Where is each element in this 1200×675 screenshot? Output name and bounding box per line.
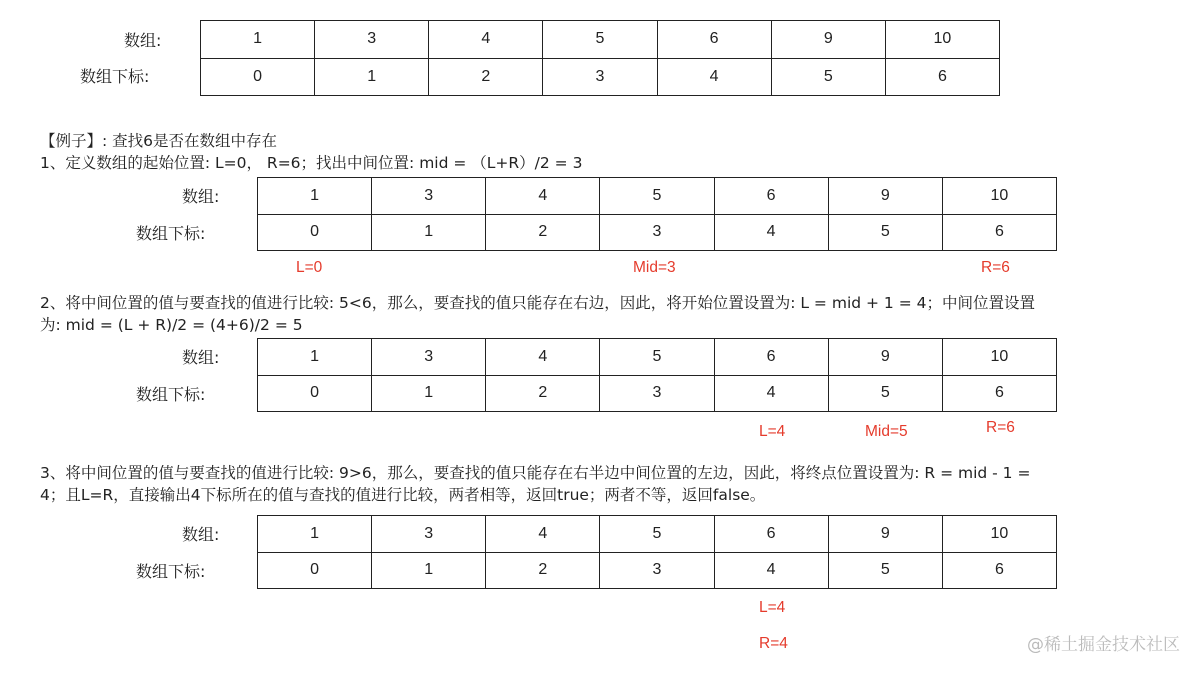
index-cell: 6 [885, 58, 999, 96]
right-marker: R=4 [759, 635, 788, 652]
value-cell: 10 [885, 21, 999, 59]
index-row [258, 552, 1057, 589]
index-cell: 1 [372, 214, 486, 251]
value-cell: 5 [600, 178, 714, 215]
value-cell: 5 [600, 516, 714, 553]
array-table-step2 [257, 338, 1057, 412]
array-table-step3 [257, 515, 1057, 589]
value-row [258, 516, 1057, 553]
step3-text-line1: 3、将中间位置的值与要查找的值进行比较: 9>6，那么，要查找的值只能存在右半边中间位置的左边，因此，将终点位置设置为: R = mid - 1 = [40, 464, 1031, 482]
left-marker: L=4 [759, 423, 786, 440]
value-row [258, 178, 1057, 215]
value-cell: 10 [942, 178, 1056, 215]
index-cell: 0 [258, 552, 372, 589]
index-cell: 5 [771, 58, 885, 96]
value-cell: 1 [258, 339, 372, 376]
step3-text-line2: 4；且L=R，直接输出4下标所在的值与查找的值进行比较，两者相等，返回true；两者不等，返回false。 [40, 486, 766, 504]
index-cell: 4 [714, 375, 828, 412]
value-cell: 3 [372, 516, 486, 553]
index-cell: 5 [828, 375, 942, 412]
index-cell: 6 [942, 552, 1056, 589]
index-cell: 0 [258, 214, 372, 251]
value-cell: 1 [201, 21, 315, 59]
index-label: 数组下标: [136, 224, 206, 243]
right-marker: R=6 [981, 259, 1010, 276]
mid-marker: Mid=5 [865, 423, 908, 440]
array-label: 数组: [182, 348, 220, 367]
value-cell: 3 [372, 339, 486, 376]
index-cell: 4 [657, 58, 771, 96]
index-cell: 3 [600, 552, 714, 589]
value-cell: 4 [486, 178, 600, 215]
index-cell: 5 [828, 214, 942, 251]
index-row [201, 58, 1000, 96]
value-cell: 1 [258, 178, 372, 215]
index-cell: 3 [600, 375, 714, 412]
index-cell: 1 [372, 375, 486, 412]
left-marker: L=4 [759, 599, 786, 616]
array-table-top [200, 20, 1000, 96]
value-row [258, 339, 1057, 376]
array-label: 数组: [182, 187, 220, 206]
value-cell: 10 [942, 339, 1056, 376]
index-row [258, 375, 1057, 412]
value-cell: 1 [258, 516, 372, 553]
value-cell: 4 [429, 21, 543, 59]
right-marker: R=6 [986, 419, 1015, 436]
value-row [201, 21, 1000, 59]
step1-text: 1、定义数组的起始位置: L=0， R=6；找出中间位置: mid = （L+R）/2 = 3 [40, 154, 583, 172]
value-cell: 5 [600, 339, 714, 376]
value-cell: 9 [828, 516, 942, 553]
index-cell: 6 [942, 214, 1056, 251]
index-label: 数组下标: [136, 562, 206, 581]
index-cell: 0 [258, 375, 372, 412]
value-cell: 6 [714, 339, 828, 376]
index-cell: 0 [201, 58, 315, 96]
example-title: 【例子】: 查找6是否在数组中存在 [40, 132, 278, 150]
index-cell: 2 [486, 214, 600, 251]
left-marker: L=0 [296, 259, 323, 276]
value-cell: 6 [714, 178, 828, 215]
value-cell: 4 [486, 339, 600, 376]
value-cell: 5 [543, 21, 657, 59]
index-cell: 1 [315, 58, 429, 96]
index-cell: 4 [714, 214, 828, 251]
index-cell: 5 [828, 552, 942, 589]
index-row [258, 214, 1057, 251]
value-cell: 3 [372, 178, 486, 215]
index-cell: 3 [600, 214, 714, 251]
index-label: 数组下标: [136, 385, 206, 404]
index-label: 数组下标: [80, 67, 150, 86]
value-cell: 9 [828, 339, 942, 376]
value-cell: 9 [828, 178, 942, 215]
value-cell: 4 [486, 516, 600, 553]
index-cell: 2 [429, 58, 543, 96]
index-cell: 6 [942, 375, 1056, 412]
array-label: 数组: [182, 525, 220, 544]
step2-text-line2: 为: mid = (L + R)/2 = (4+6)/2 = 5 [40, 316, 303, 334]
step2-text-line1: 2、将中间位置的值与要查找的值进行比较: 5<6，那么，要查找的值只能存在右边，因此，将开始位置设置为: L = mid + 1 = 4；中间位置设置 [40, 294, 1036, 312]
index-cell: 1 [372, 552, 486, 589]
value-cell: 6 [657, 21, 771, 59]
value-cell: 10 [942, 516, 1056, 553]
mid-marker: Mid=3 [633, 259, 676, 276]
index-cell: 2 [486, 375, 600, 412]
array-label: 数组: [124, 31, 162, 50]
value-cell: 6 [714, 516, 828, 553]
value-cell: 9 [771, 21, 885, 59]
index-cell: 2 [486, 552, 600, 589]
index-cell: 4 [714, 552, 828, 589]
index-cell: 3 [543, 58, 657, 96]
array-table-step1 [257, 177, 1057, 251]
value-cell: 3 [315, 21, 429, 59]
watermark: @稀土掘金技术社区 [1027, 635, 1180, 655]
